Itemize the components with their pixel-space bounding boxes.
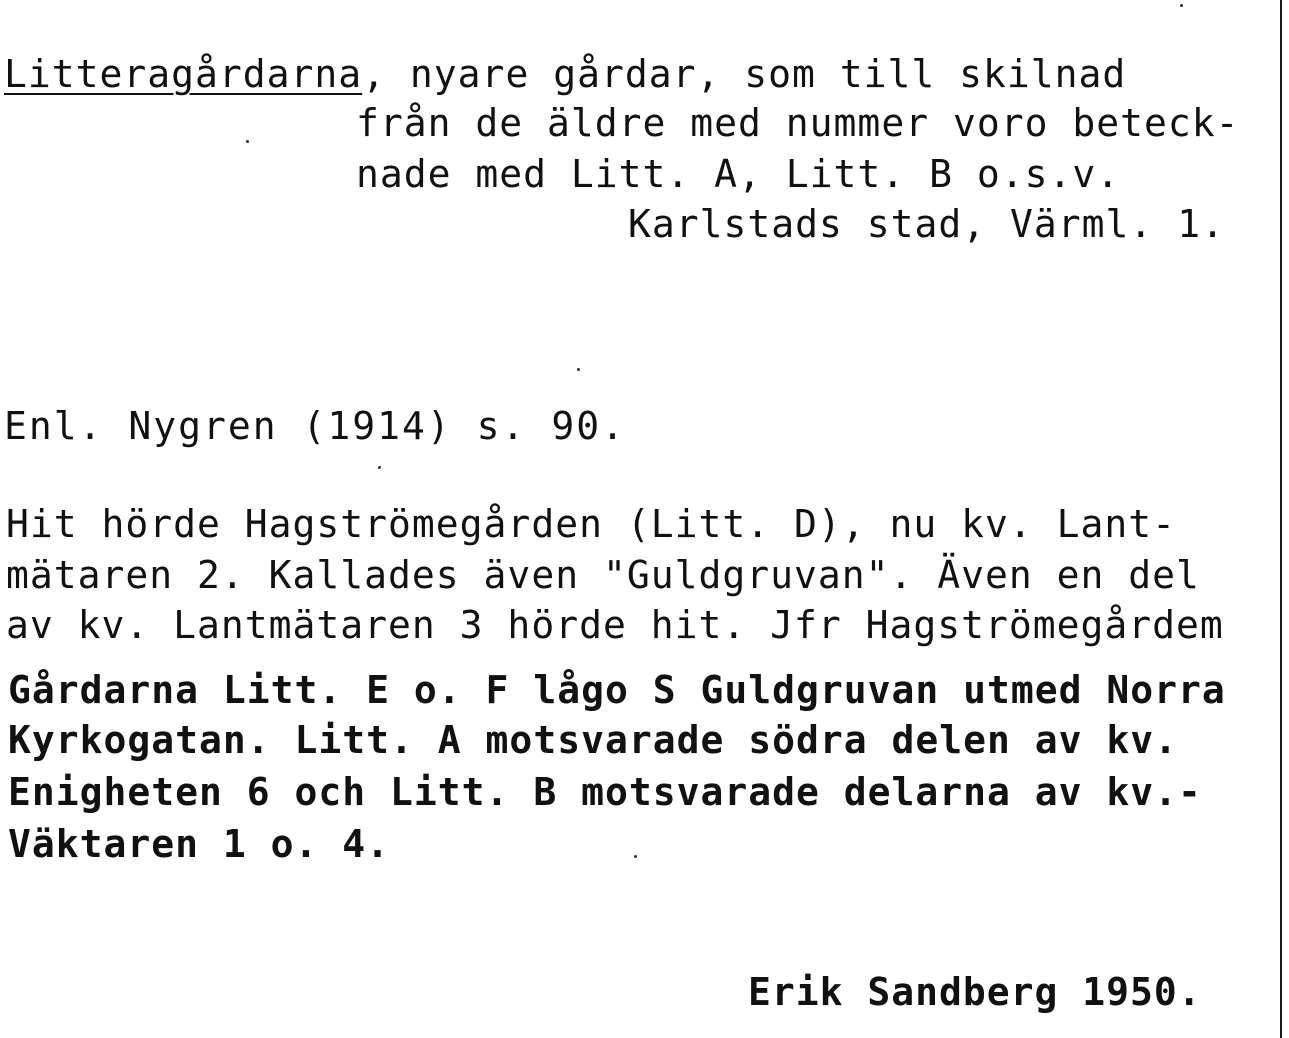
scan-speck <box>246 140 249 143</box>
scan-speck <box>634 855 637 858</box>
scan-speck <box>1180 4 1183 7</box>
signature: Erik Sandberg 1950. <box>748 970 1202 1014</box>
paragraph-1-line-1: Hit hörde Hagströmegården (Litt. D), nu kv. Lant- <box>6 502 1177 546</box>
scan-speck <box>378 466 381 469</box>
paragraph-2-line-3 <box>8 770 1202 814</box>
card-edge-line <box>1280 0 1282 1038</box>
definition-line-1: , nyare gårdar, som till skilnad <box>362 52 1127 96</box>
paragraph-2-line-3-end: - <box>1178 770 1202 814</box>
scan-speck <box>577 368 580 371</box>
source-line: Enl. Nygren (1914) s. 90. <box>4 404 626 448</box>
paragraph-2-line-4 <box>8 822 390 866</box>
definition-line-2: från de äldre med nummer voro beteck- <box>356 101 1240 145</box>
location-line: Karlstads stad, Värml. 1. <box>628 202 1225 246</box>
paragraph-2-line-1: Gårdarna Litt. E o. F lågo S Guldgruvan utmed Norra <box>8 668 1226 712</box>
headword: Litteragårdarna <box>4 52 363 96</box>
paragraph-1-line-2: mätaren 2. Kallades även "Guldgruvan". Även en del <box>6 553 1200 597</box>
definition-line-3: nade med Litt. A, Litt. B o.s.v. <box>356 152 1121 196</box>
paragraph-2-line-3-start: Enigheten 6 och Litt. B <box>8 770 582 814</box>
struck-over-word: Väktaren <box>8 822 200 866</box>
struck-over-text: motsvarade delarna av kv. <box>581 770 1179 814</box>
paragraph-1-line-3: av kv. Lantmätaren 3 hörde hit. Jfr Hagströmegårdem <box>6 603 1224 647</box>
entry-line-1 <box>4 52 1126 96</box>
paragraph-2-line-4-end: 1 o. 4. <box>199 822 391 866</box>
paragraph-2-line-2: Kyrkogatan. Litt. A motsvarade södra delen av kv. <box>8 718 1179 762</box>
